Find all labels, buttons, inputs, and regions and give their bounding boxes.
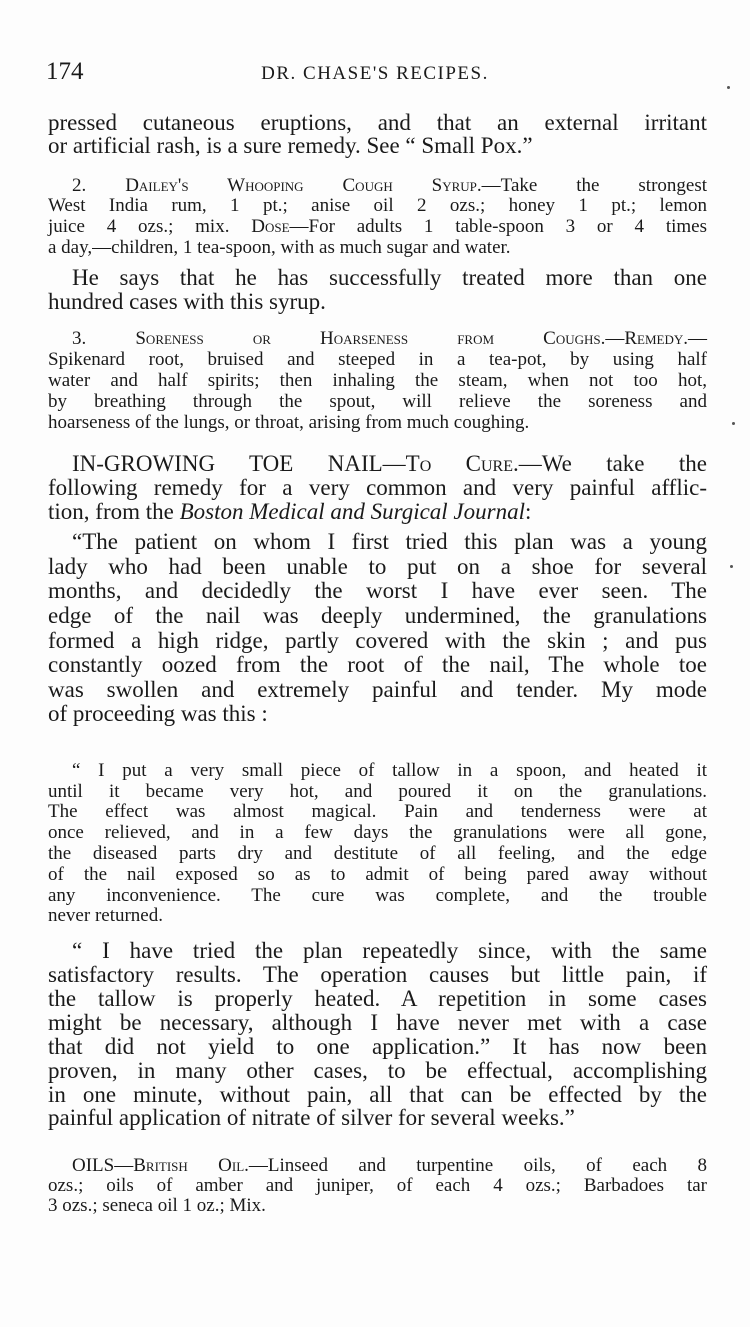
text-line: He says that he has successfully treated more than one (72, 265, 707, 291)
text-line: water and half spirits; then inhaling the steam, when not too hot, (48, 369, 707, 391)
text-run: OILS— (72, 1154, 134, 1176)
text-line: that did not yield to one application.” It has now been (48, 1034, 707, 1060)
text-run: .— (600, 327, 625, 349)
text-line: constantly oozed from the root of the nail, The whole toe (48, 652, 707, 678)
text-line: edge of the nail was deeply undermined, the granulations (48, 603, 707, 629)
text-line: 3 ozs.; seneca oil 1 oz.; Mix. (48, 1194, 266, 1216)
text-line: might be necessary, although I have never met with a case (48, 1010, 707, 1036)
text-line: The effect was almost magical. Pain and tenderness were at (48, 800, 707, 822)
text-line: West India rum, 1 pt.; anise oil 2 ozs.; honey 1 pt.; lemon (48, 194, 707, 216)
page-number: 174 (46, 58, 84, 85)
text-line: never returned. (48, 904, 163, 926)
text-line: painful application of nitrate of silver for several weeks.” (48, 1105, 575, 1131)
text-line: in one minute, without pain, all that can be effected by the (48, 1082, 707, 1108)
text-line: months, and decidedly the worst I have ever seen. The (48, 578, 707, 604)
text-line (72, 329, 707, 348)
text-line: proven, in many other cases, to be effectual, accomplishing (48, 1058, 707, 1084)
text-line (72, 1156, 707, 1175)
text-run: —For adults 1 table-spoon 3 or 4 times (289, 215, 707, 237)
text-line: satisfactory results. The operation causes but little pain, if (48, 962, 707, 988)
scan-speck (727, 86, 730, 89)
text-line: following remedy for a very common and very painful afflic- (48, 475, 707, 501)
text-line: the diseased parts dry and destitute of all feeling, and the edge (48, 842, 707, 864)
scan-speck (732, 422, 735, 425)
text-line: Spikenard root, bruised and steeped in a tea-pot, by using half (48, 348, 707, 370)
text-line: of proceeding was this : (48, 701, 268, 727)
text-run: : (524, 499, 532, 525)
text-line: a day,—children, 1 tea-spoon, with as much sugar and water. (48, 236, 511, 258)
text-line: pressed cutaneous eruptions, and that an external irritant (48, 110, 707, 136)
text-run: 3. (72, 327, 136, 349)
styled-run: Dailey's Whooping Cough Syrup (125, 174, 477, 196)
styled-run: Boston Medical and Surgical Journal (179, 499, 525, 525)
text-run: .—Take the strongest (476, 174, 708, 196)
text-run: 2. (72, 174, 126, 196)
text-line: formed a high ridge, partly covered with the skin ; and pus (48, 628, 707, 654)
text-line: ozs.; oils of amber and juniper, of each 4 ozs.; Barbadoes tar (48, 1174, 707, 1196)
text-run: tion, from the (48, 499, 180, 525)
scan-speck (730, 565, 733, 568)
text-run: juice 4 ozs.; mix. (48, 215, 252, 237)
text-line: “ I have tried the plan repeatedly since, with the same (72, 938, 707, 964)
text-line (48, 500, 707, 523)
text-line: of the nail exposed so as to admit of being pared away without (48, 863, 707, 885)
text-line: the tallow is properly heated. A repetition in some cases (48, 986, 707, 1012)
styled-run: Remedy (624, 327, 684, 349)
text-run: .— (683, 327, 707, 349)
text-line (48, 217, 707, 236)
text-line: “The patient on whom I first tried this plan was a young (72, 529, 707, 555)
text-line: lady who had been unable to put on a shoe for several (48, 554, 707, 580)
text-line: until it became very hot, and poured it on the granulations. (48, 780, 707, 802)
text-line: once relieved, and in a few days the granulations were all gone, (48, 821, 707, 843)
running-title: DR. CHASE'S RECIPES. (261, 63, 489, 84)
text-line: was swollen and extremely painful and tender. My mode (48, 677, 707, 703)
text-line (72, 452, 707, 475)
styled-run: Dose (251, 215, 290, 237)
text-line: hundred cases with this syrup. (48, 289, 326, 315)
text-line: or artificial rash, is a sure remedy. See “ Small Pox.” (48, 133, 533, 159)
text-line: hoarseness of the lungs, or throat, arising from much coughing. (48, 411, 530, 433)
text-line (72, 176, 707, 195)
styled-run: To Cure (405, 451, 513, 477)
text-line: by breathing through the spout, will relieve the soreness and (48, 390, 707, 412)
text-run: .—Linseed and turpentine oils, of each 8 (244, 1154, 707, 1176)
styled-run: Soreness or Hoarseness from Coughs (135, 327, 601, 349)
text-line: any inconvenience. The cure was complete, and the trouble (48, 884, 707, 906)
text-run: .—We take the (513, 451, 707, 477)
text-run: IN-GROWING TOE NAIL— (72, 451, 406, 477)
text-line: “ I put a very small piece of tallow in a spoon, and heated it (72, 759, 707, 781)
styled-run: British Oil (133, 1154, 245, 1176)
